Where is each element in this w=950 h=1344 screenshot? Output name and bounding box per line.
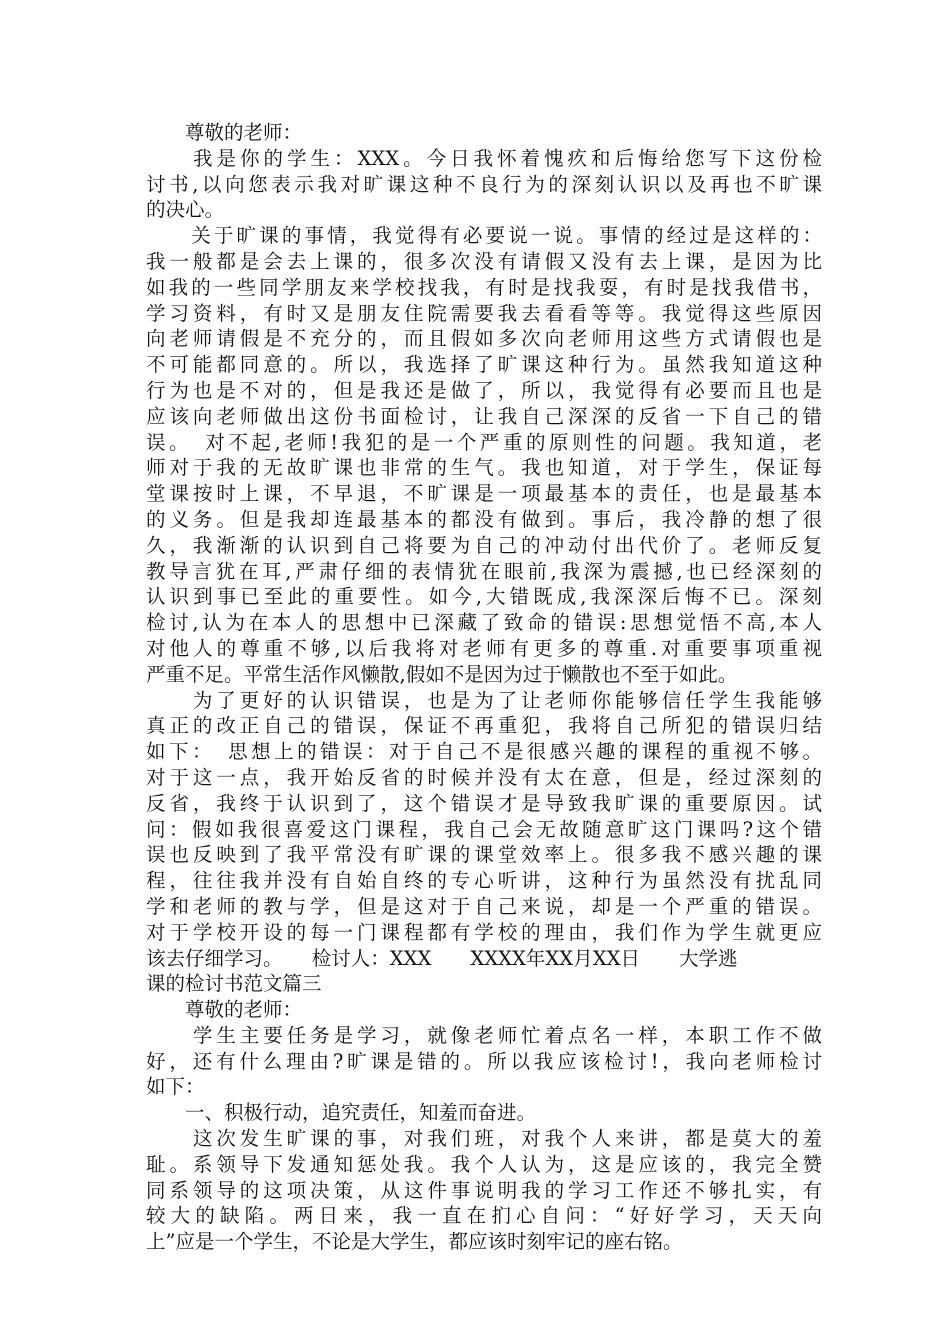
text-line: 堂课按时上课，不早退，不旷课是一项最基本的责任，也是最基本 bbox=[146, 482, 822, 506]
text-line: 上”应是一个学生，不论是大学生，都应该时刻牢记的座右铭。 bbox=[146, 1230, 683, 1254]
text-line: 较大的缺陷。两日来，我一直在扪心自问：“好好学习，天天向 bbox=[146, 1204, 822, 1228]
text-line: 尊敬的老师： bbox=[146, 121, 303, 144]
text-line: 这次发生旷课的事，对我们班，对我个人来讲，都是莫大的羞 bbox=[146, 1127, 822, 1151]
text-line: 师对于我的无故旷课也非常的生气。我也知道，对于学生，保证每 bbox=[146, 456, 822, 480]
text-line: 反省，我终于认识到了，这个错误才是导致我旷课的重要原因。试 bbox=[146, 791, 822, 815]
text-line: 如下： 思想上的错误：对于自己不是很感兴趣的课程的重视不够。 bbox=[146, 740, 822, 764]
text-line: 真正的改正自己的错误，保证不再重犯，我将自己所犯的错误归结 bbox=[146, 714, 822, 738]
text-line: 的义务。但是我却连最基本的都没有做到。事后，我冷静的想了很 bbox=[146, 507, 822, 531]
text-line: 误也反映到了我平常没有旷课的课堂效率上。很多我不感兴趣的课 bbox=[146, 843, 822, 867]
text-line: 讨书,以向您表示我对旷课这种不良行为的深刻认识以及再也不旷课 bbox=[146, 172, 822, 196]
text-line: 该去仔细学习。 检讨人：XXX XXXX年XX月XX日 大学逃 bbox=[146, 946, 738, 970]
text-line: 学生主要任务是学习，就像老师忙着点名一样，本职工作不做 bbox=[146, 1023, 822, 1047]
text-line: 学和老师的教与学，但是这对于自己来说，却是一个严重的错误。 bbox=[146, 894, 822, 918]
text-line: 行为也是不对的，但是我还是做了，所以，我觉得有必要而且也是 bbox=[146, 378, 822, 402]
text-line: 认识到事已至此的重要性。如今,大错既成,我深深后悔不已。深刻 bbox=[146, 585, 822, 609]
text-line: 久，我渐渐的认识到自己将要为自己的冲动付出代价了。老师反复 bbox=[146, 533, 822, 557]
text-line: 对于这一点，我开始反省的时候并没有太在意，但是，经过深刻的 bbox=[146, 765, 822, 789]
text-line: 我一般都是会去上课的，很多次没有请假又没有去上课，是因为比 bbox=[146, 249, 822, 273]
text-line: 教导言犹在耳,严肃仔细的表情犹在眼前,我深为震撼,也已经深刻的 bbox=[146, 559, 822, 583]
text-line: 应该向老师做出这份书面检讨，让我自己深深的反省一下自己的错 bbox=[146, 404, 822, 428]
text-line: 向老师请假是不充分的，而且假如多次向老师用这些方式请假也是 bbox=[146, 327, 822, 351]
text-line: 尊敬的老师： bbox=[146, 998, 303, 1022]
text-line: 课的检讨书范文篇三 bbox=[146, 972, 322, 996]
text-line: 同系领导的这项决策，从这件事说明我的学习工作还不够扎实，有 bbox=[146, 1178, 822, 1202]
text-line: 我是你的学生：XXX。今日我怀着愧疚和后悔给您写下这份检 bbox=[146, 146, 822, 170]
text-line: 好，还有什么理由?旷课是错的。所以我应该检讨!，我向老师检讨 bbox=[146, 1049, 822, 1073]
document-body bbox=[146, 120, 822, 1255]
text-line: 为了更好的认识错误，也是为了让老师你能够信任学生我能够 bbox=[146, 688, 822, 712]
text-line: 一、积极行动，追究责任，知羞而奋进。 bbox=[146, 1101, 537, 1125]
text-line: 如我的一些同学朋友来学校找我，有时是找我耍，有时是找我借书， bbox=[146, 275, 822, 299]
text-line: 严重不足。平常生活作风懒散,假如不是因为过于懒散也不至于如此。 bbox=[146, 662, 738, 686]
text-line: 误。 对不起,老师!我犯的是一个严重的原则性的问题。我知道，老 bbox=[146, 430, 822, 454]
text-line: 对他人的尊重不够,以后我将对老师有更多的尊重.对重要事项重视 bbox=[146, 636, 822, 660]
text-line: 耻。系领导下发通知惩处我。我个人认为，这是应该的，我完全赞 bbox=[146, 1152, 822, 1176]
text-line: 程，往往我并没有自始自终的专心听讲，这种行为虽然没有扰乱同 bbox=[146, 869, 822, 893]
text-line: 学习资料，有时又是朋友住院需要我去看看等等。我觉得这些原因 bbox=[146, 301, 822, 325]
text-line: 对于学校开设的每一门课程都有学校的理由，我们作为学生就更应 bbox=[146, 920, 822, 944]
text-line: 如下： bbox=[146, 1075, 205, 1099]
text-line: 检讨,认为在本人的思想中已深藏了致命的错误:思想觉悟不高,本人 bbox=[146, 611, 822, 635]
text-line: 的决心。 bbox=[146, 198, 225, 222]
text-line: 关于旷课的事情，我觉得有必要说一说。事情的经过是这样的： bbox=[146, 224, 822, 248]
text-line: 不可能都同意的。所以，我选择了旷课这种行为。虽然我知道这种 bbox=[146, 353, 822, 377]
text-line: 问：假如我很喜爱这门课程，我自己会无故随意旷这门课吗?这个错 bbox=[146, 817, 822, 841]
